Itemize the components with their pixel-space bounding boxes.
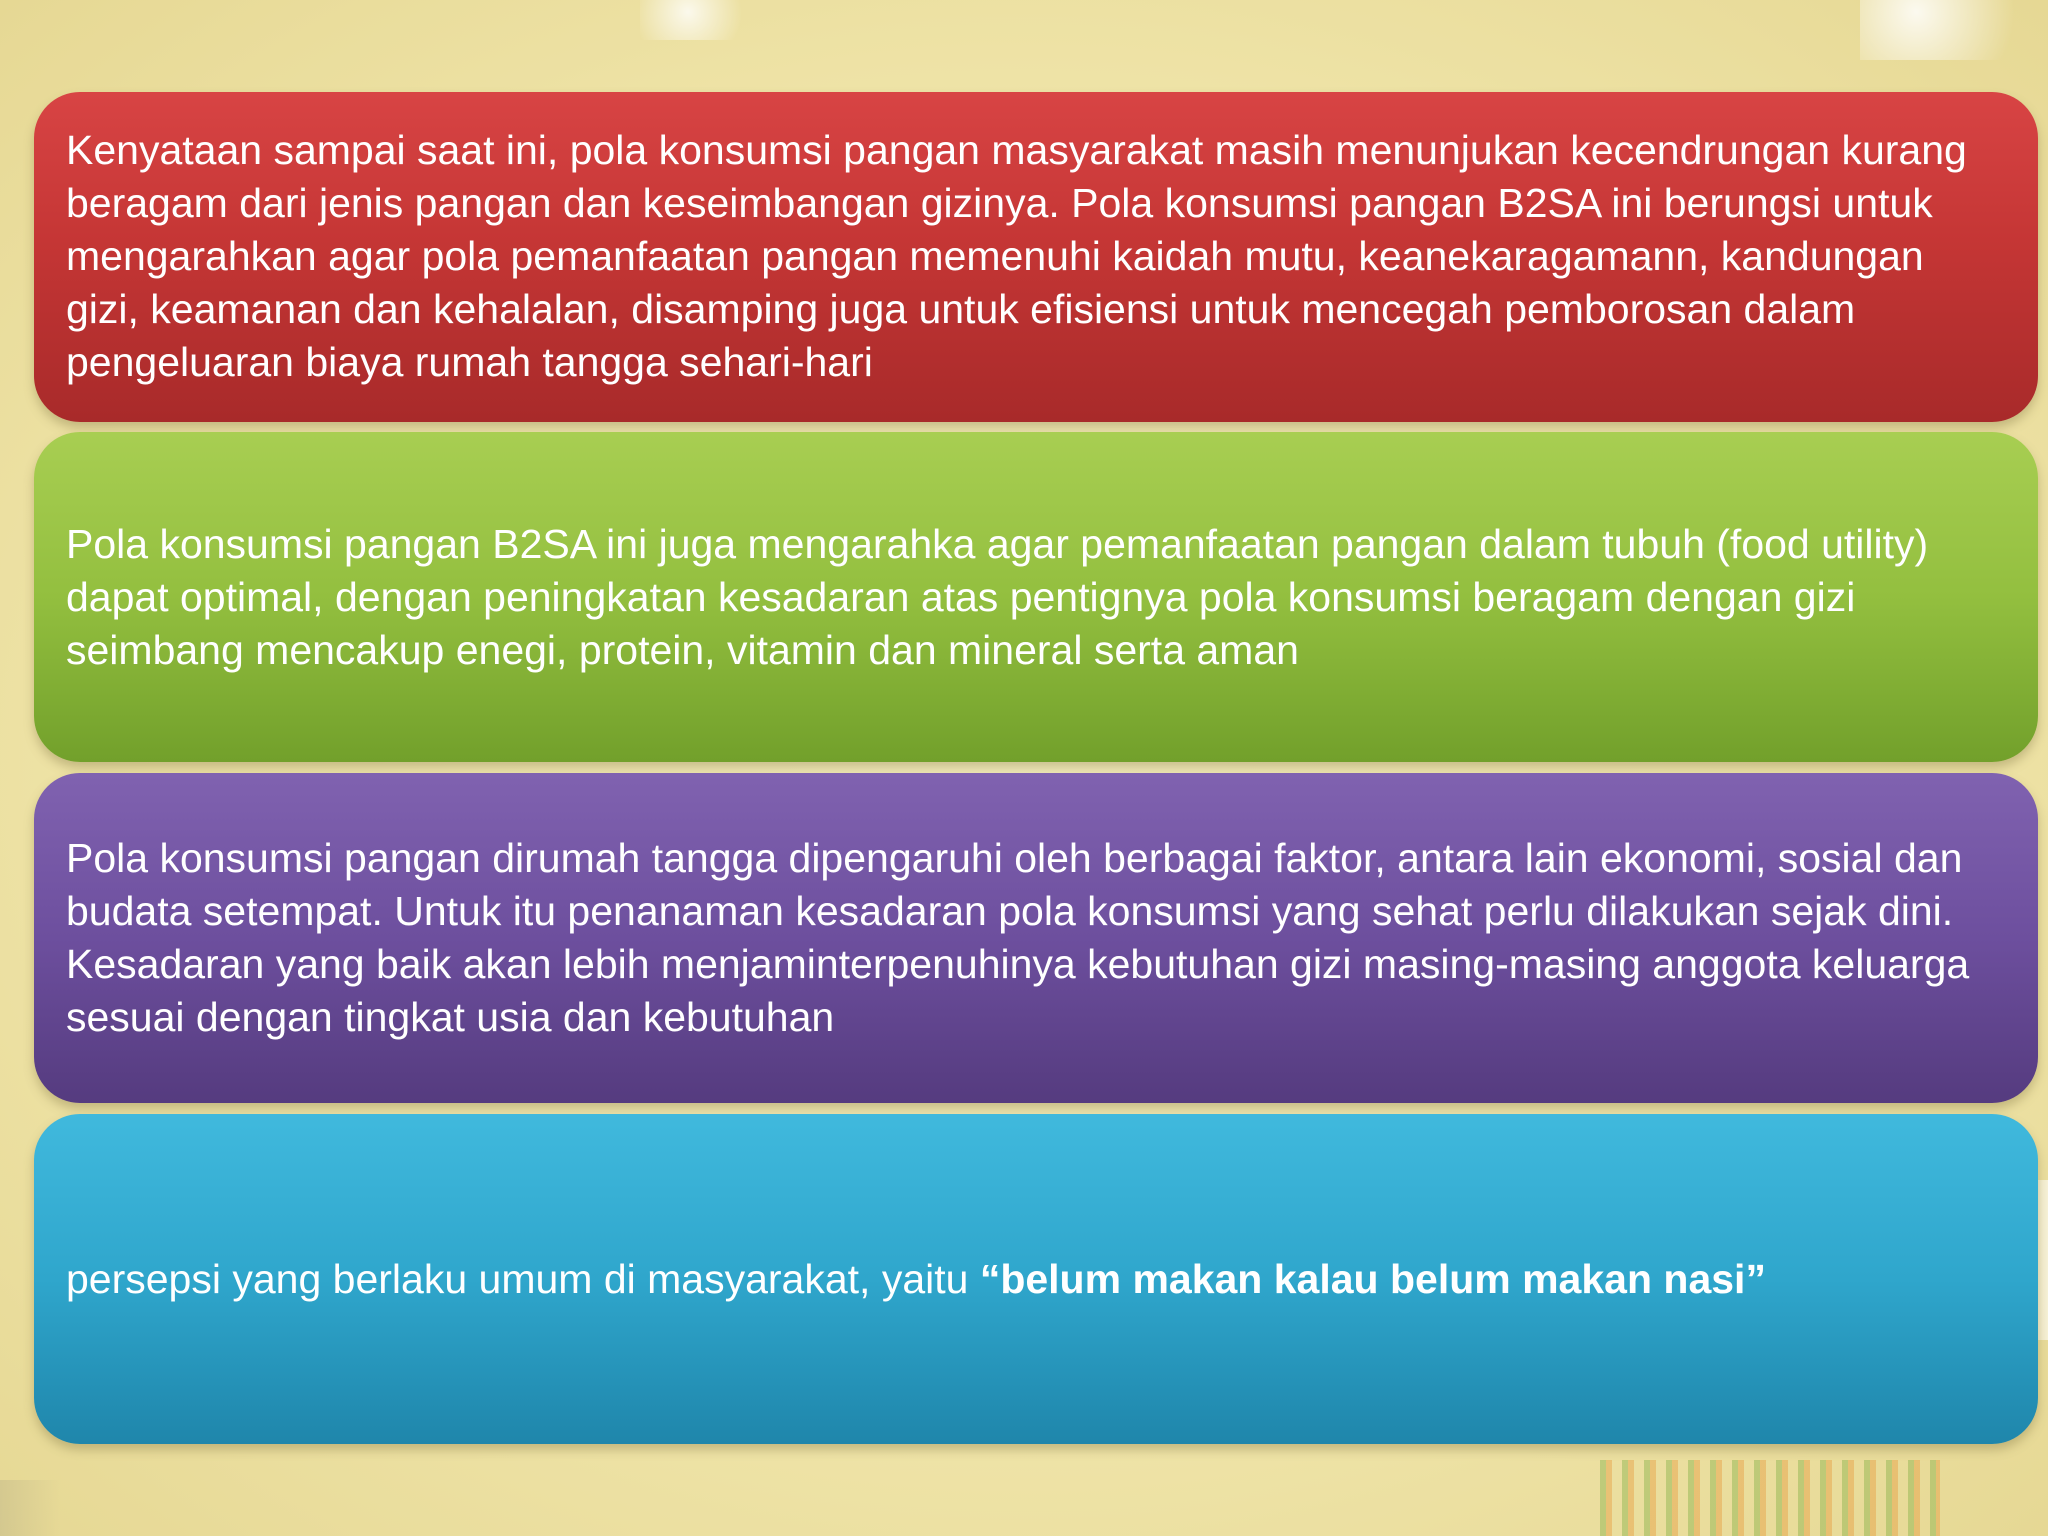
info-box-green	[34, 432, 2038, 762]
info-box-purple	[34, 773, 2038, 1103]
info-box-quote: “belum makan kalau belum makan nasi”	[979, 1255, 1766, 1302]
background-decoration-bottom	[1600, 1460, 1940, 1536]
info-box-text-plain: persepsi yang berlaku umum di masyarakat, yaitu	[66, 1255, 980, 1302]
info-box-blue	[34, 1114, 2038, 1444]
background-decoration-top-right	[1860, 0, 2048, 60]
info-box-text: Pola konsumsi pangan B2SA ini juga mengarahka agar pemanfaatan pangan dalam tubuh (food utility) dapat optimal, dengan peningkatan kesadaran atas pentignya pola konsumsi beragam dengan gizi seimbang mencakup enegi, protein, vitamin dan mineral serta aman	[66, 520, 1929, 673]
background-decoration-top	[640, 0, 760, 40]
info-box-text: Pola konsumsi pangan dirumah tangga dipengaruhi oleh berbagai faktor, antara lain ekonomi, sosial dan budata setempat. Untuk itu penanaman kesadaran pola konsumsi yang sehat perlu dilakukan sejak dini. Kesadaran yang baik akan lebih menjaminterpenuhinya kebutuhan gizi masing-masing anggota keluarga sesuai dengan tingkat usia dan kebutuhan	[66, 835, 1970, 1040]
info-box-red	[34, 92, 2038, 422]
background-decoration-bottom-left	[0, 1480, 60, 1536]
info-box-text	[66, 1253, 1766, 1306]
info-box-text: Kenyataan sampai saat ini, pola konsumsi pangan masyarakat masih menunjukan kecendrungan kurang beragam dari jenis pangan dan keseimbangan gizinya. Pola konsumsi pangan B2SA ini berungsi untuk mengarahkan agar pola pemanfaatan pangan memenuhi kaidah mutu, keanekaragamann, kandungan gizi, keamanan dan kehalalan, disamping juga untuk efisiensi untuk mencegah pemborosan dalam pengeluaran biaya rumah tangga sehari-hari	[66, 127, 1967, 385]
